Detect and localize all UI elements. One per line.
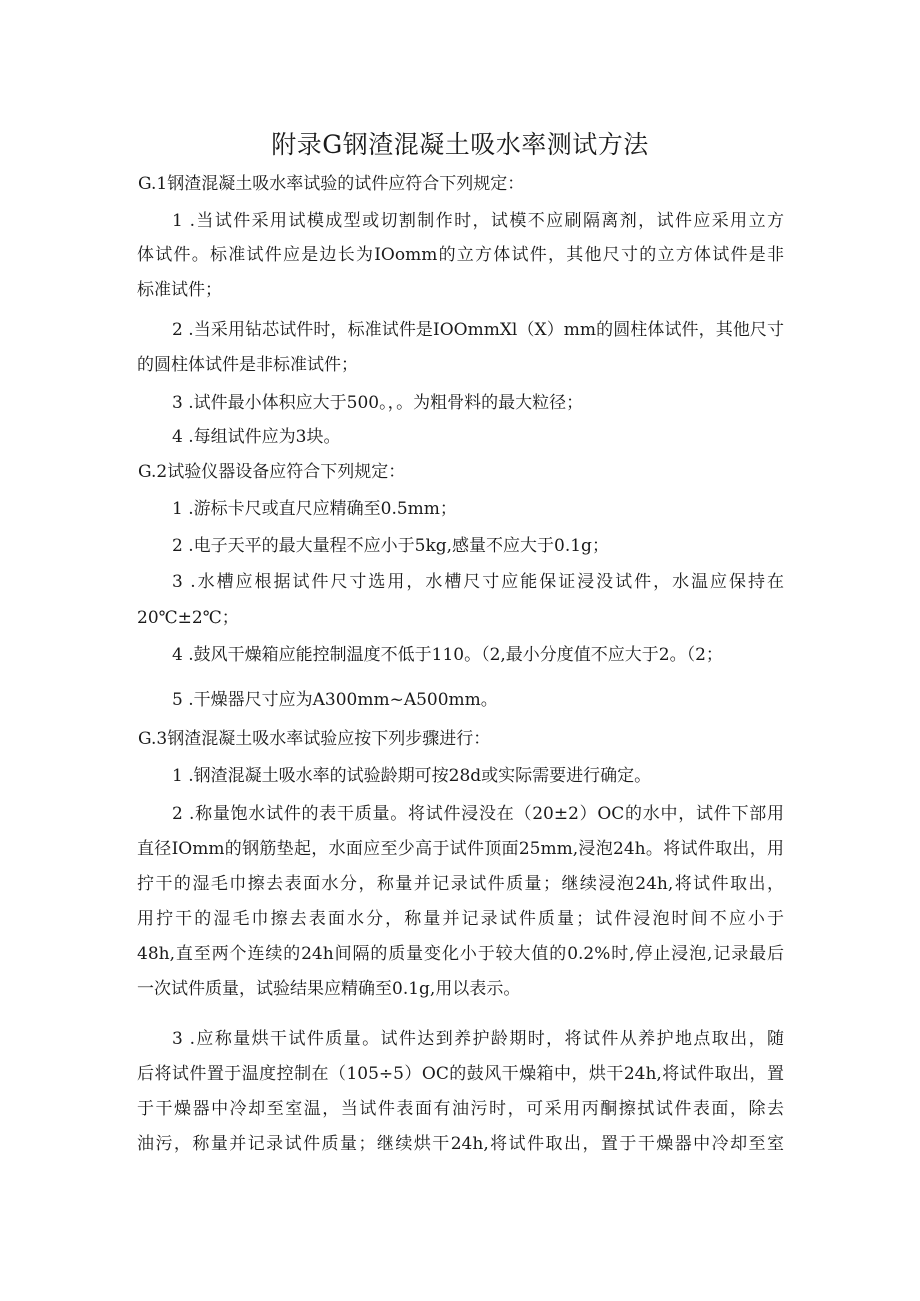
- paragraph-line: 3 .应称量烘干试件质量。试件达到养护龄期时，将试件从养护地点取出，随: [172, 1029, 784, 1049]
- paragraph-line: 20℃±2℃；: [137, 608, 239, 628]
- paragraph-line: 标准试件；: [137, 280, 222, 300]
- paragraph-line: 拧干的湿毛巾擦去表面水分，称量并记录试件质量；继续浸泡24h,将试件取出，: [137, 874, 784, 894]
- paragraph-line: 4 .每组试件应为3块。: [172, 427, 341, 447]
- paragraph-line: 2 .电子天平的最大量程不应小于5kg,感量不应大于0.1g；: [172, 536, 609, 556]
- section-heading-g1: G.1钢渣混凝土吸水率试验的试件应符合下列规定：: [138, 174, 525, 194]
- paragraph-line: 48h,直至两个连续的24h间隔的质量变化小于较大值的0.2%时,停止浸泡,记录最后: [137, 944, 784, 964]
- paragraph-line: 用拧干的湿毛巾擦去表面水分，称量并记录试件质量；试件浸泡时间不应小于: [137, 909, 784, 929]
- paragraph-line: 3 .水槽应根据试件尺寸选用，水槽尺寸应能保证浸没试件，水温应保持在: [172, 572, 784, 592]
- paragraph-line: 后将试件置于温度控制在（105÷5）OC的鼓风干燥箱中，烘干24h,将试件取出，置: [137, 1064, 784, 1084]
- paragraph-line: 于干燥器中冷却至室温，当试件表面有油污时，可采用丙酮擦拭试件表面，除去: [137, 1099, 784, 1119]
- paragraph-line: 1 .当试件采用试模成型或切割制作时，试模不应刷隔离剂，试件应采用立方: [172, 211, 784, 231]
- paragraph-line: 2 .称量饱水试件的表干质量。将试件浸没在（20±2）OC的水中，试件下部用: [172, 804, 784, 824]
- paragraph-line: 油污，称量并记录试件质量；继续烘干24h,将试件取出，置于干燥器中冷却至室: [137, 1134, 784, 1154]
- section-heading-g2: G.2试验仪器设备应符合下列规定：: [138, 462, 406, 482]
- paragraph-line: 的圆柱体试件是非标准试件；: [137, 355, 358, 375]
- paragraph-line: 一次试件质量，试验结果应精确至0.1g,用以表示。: [137, 979, 521, 999]
- paragraph-line: 体试件。标准试件应是边长为IOomm的立方体试件，其他尺寸的立方体试件是非: [137, 245, 784, 265]
- paragraph-line: 1 .钢渣混凝土吸水率的试验龄期可按28d或实际需要进行确定。: [172, 766, 652, 786]
- paragraph-line: 5 .干燥器尺寸应为A300mm~A500mm。: [172, 690, 498, 710]
- document-title: 附录G钢渣混凝土吸水率测试方法: [271, 130, 649, 159]
- paragraph-line: 3 .试件最小体积应大于500。，。为粗骨料的最大粒径；: [172, 393, 584, 413]
- paragraph-line: 1 .游标卡尺或直尺应精确至0.5mm；: [172, 499, 457, 519]
- paragraph-line: 2 .当采用钻芯试件时，标准试件是IOOmmXl（X）mm的圆柱体试件，其他尺寸: [172, 320, 784, 340]
- section-heading-g3: G.3钢渣混凝土吸水率试验应按下列步骤进行：: [138, 729, 491, 749]
- paragraph-line: 4 .鼓风干燥箱应能控制温度不低于110。（2,最小分度值不应大于2。（2；: [172, 645, 723, 665]
- paragraph-line: 直径IOmm的钢筋垫起，水面应至少高于试件顶面25mm,浸泡24h。将试件取出，用: [137, 839, 784, 859]
